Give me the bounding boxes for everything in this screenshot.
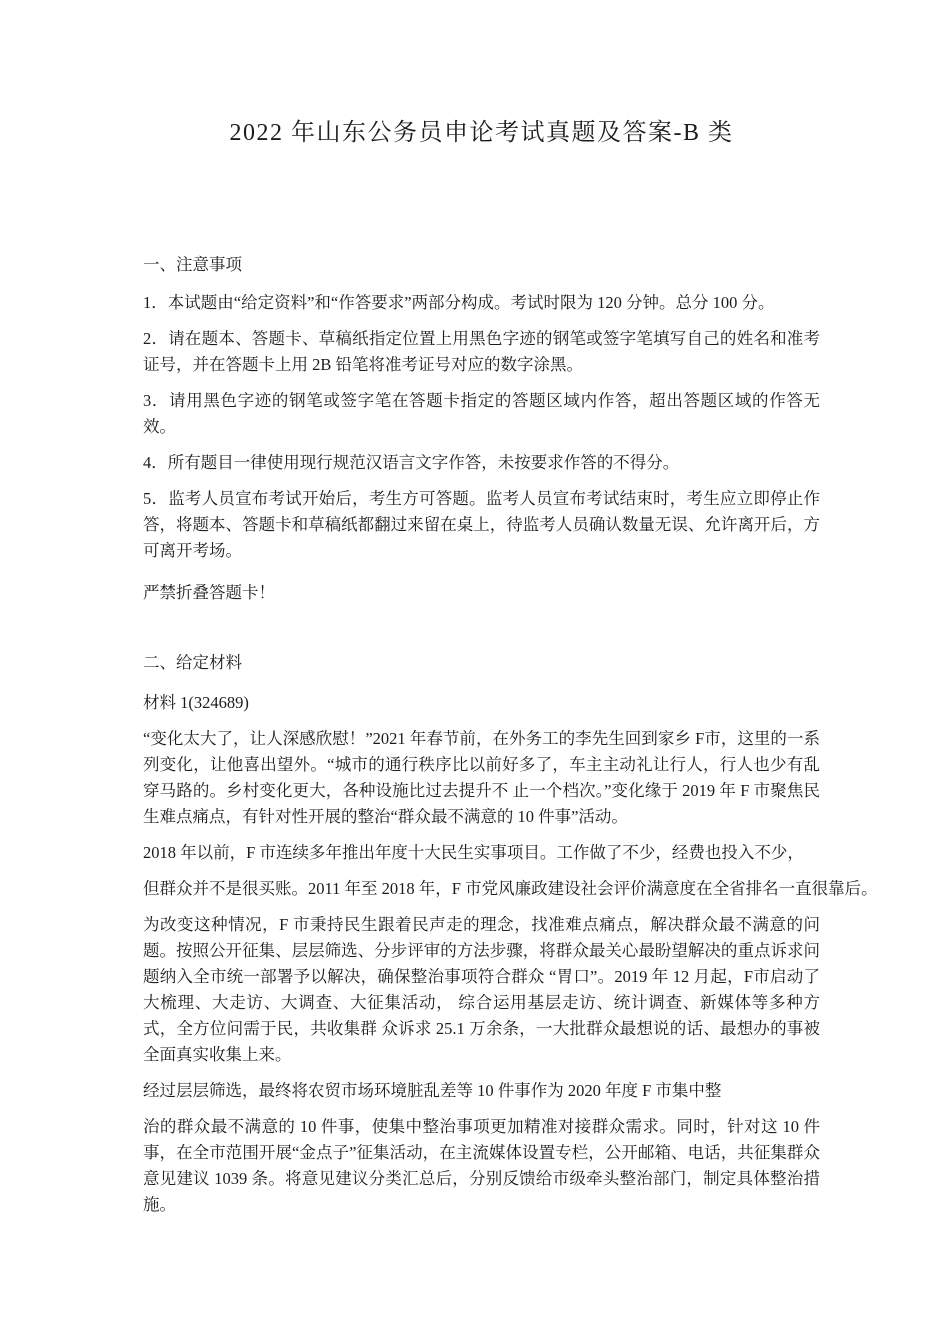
material-1-label: 材料 1(324689): [143, 693, 249, 712]
notice-item-1: 1．本试题由“给定资料”和“作答要求”两部分构成。考试时限为 120 分钟。总分 100 分。: [143, 293, 775, 312]
notice-heading: 一、注意事项: [143, 255, 242, 274]
notice-section: [143, 252, 820, 606]
materials-heading: 二、给定材料: [143, 653, 242, 672]
notice-item-2: 2．请在题本、答题卡、草稿纸指定位置上用黑色字迹的钢笔或签字笔填写自己的姓名和准考证号，并在答题卡上用 2B 铅笔将准考证号对应的数字涂黑。: [143, 329, 820, 374]
material-paragraph-3: 但群众并不是很买账。2011 年至 2018 年，F 市党风廉政建设社会评价满意度在全省排名一直很靠后。: [143, 879, 878, 898]
material-paragraph-2: 2018 年以前，F 市连续多年推出年度十大民生实事项目。工作做了不少，经费也投入不少，: [143, 843, 804, 862]
material-paragraph-5: 经过层层筛选，最终将农贸市场环境脏乱差等 10 件事作为 2020 年度 F 市集中整: [143, 1081, 722, 1100]
materials-section: [143, 650, 878, 1218]
notice-item-3: 3．请用黑色字迹的钢笔或签字笔在答题卡指定的答题区域内作答，超出答题区域的作答无效。: [143, 391, 820, 436]
material-paragraph-4: 为改变这种情况，F 市秉持民生跟着民声走的理念，找准难点痛点，解决群众最不满意的问题。按照公开征集、层层筛选、分步评审的方法步骤，将群众最关心最盼望解决的重点诉求问题纳入全市统一部署予以解决，确保整治事项符合群众 “胃口”。2019 年 12 月起，F市启动了大梳理、大走访、大调查、大征集活动， 综合运用基层走访、统计调查、新媒体等多种方式，全方位问需于民，共收集群 众诉求 25.1 万余条，一大批群众最想说的话、最想办的事被全面真实收集上来。: [143, 915, 820, 1064]
material-paragraph-6: 治的群众最不满意的 10 件事，使集中整治事项更加精准对接群众需求。同时，针对这 10 件事，在全市范围开展“金点子”征集活动，在主流媒体设置专栏，公开邮箱、电话，共征集群众意见建议 1039 条。将意见建议分类汇总后，分别反馈给市级牵头整治部门，制定具体整治措施。: [143, 1117, 820, 1214]
notice-item-5: 5．监考人员宣布考试开始后，考生方可答题。监考人员宣布考试结束时，考生应立即停止作答，将题本、答题卡和草稿纸都翻过来留在桌上，待监考人员确认数量无误、允许离开后，方可离开考场。: [143, 489, 820, 560]
material-paragraph-1: “变化太大了，让人深感欣慰！”2021 年春节前，在外务工的李先生回到家乡 F市，这里的一系列变化，让他喜出望外。“城市的通行秩序比以前好多了，车主主动礼让行人，行人也少有乱穿马路的。乡村变化更大，各种设施比过去提升不 止一个档次。”变化缘于 2019 年 F 市聚焦民生难点痛点，有针对性开展的整治“群众最不满意的 10 件事”活动。: [143, 729, 820, 826]
document-title: 2022 年山东公务员申论考试真题及答案-B 类: [229, 120, 734, 146]
notice-warning: 严禁折叠答题卡！: [143, 583, 275, 602]
notice-item-4: 4．所有题目一律使用现行规范汉语言文字作答，未按要求作答的不得分。: [143, 453, 680, 472]
